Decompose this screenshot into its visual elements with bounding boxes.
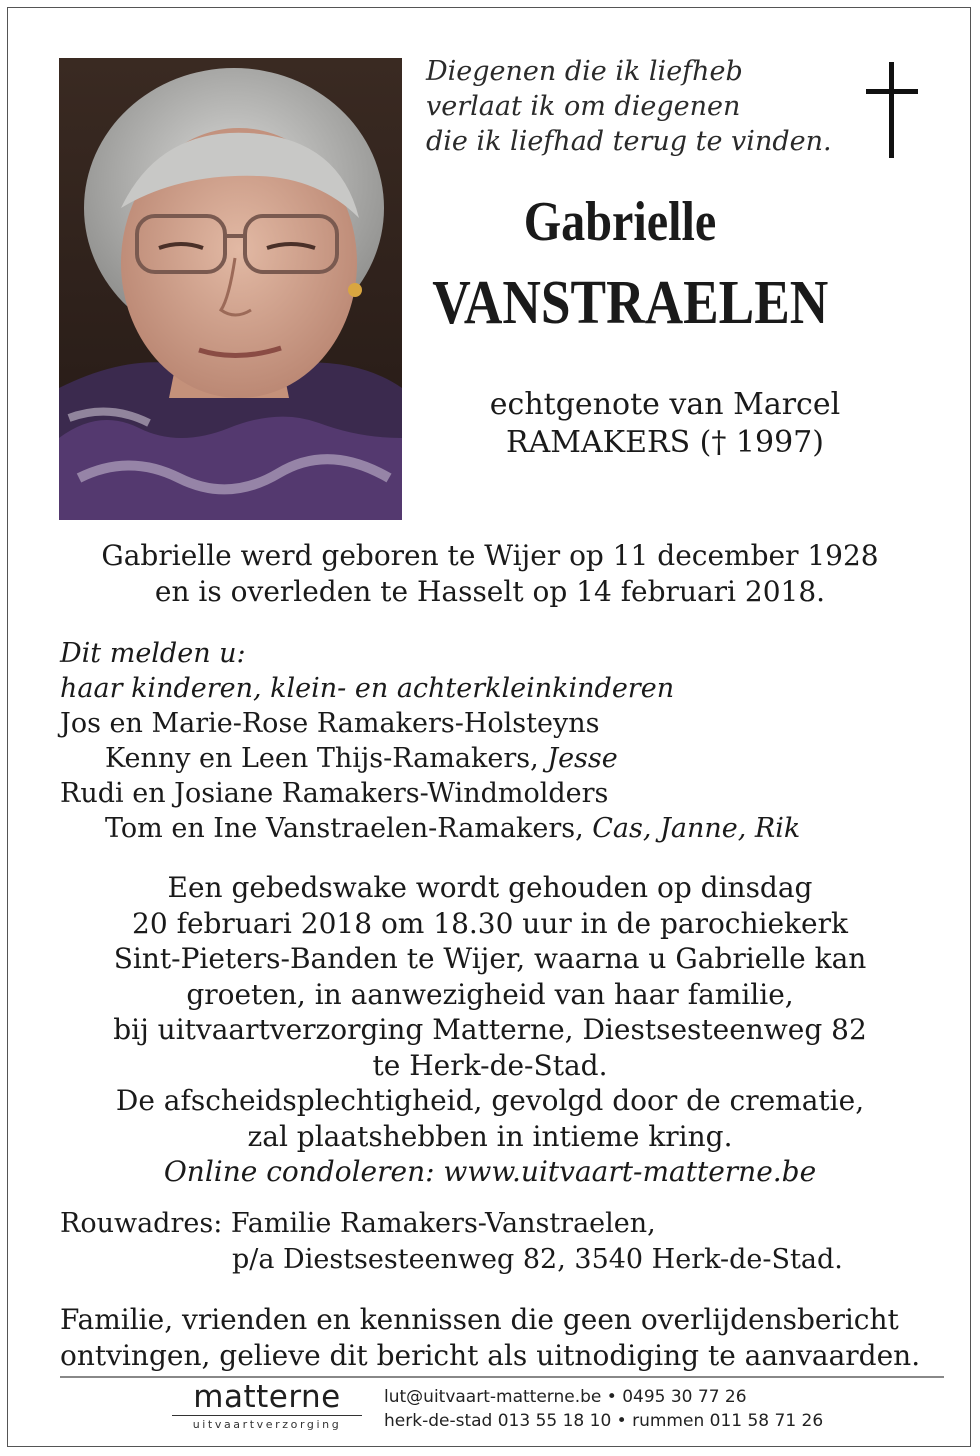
announcement bbox=[60, 636, 800, 846]
ceremony-line: bij uitvaartverzorging Matterne, Diestsesteenweg 82 bbox=[113, 1013, 867, 1046]
cross-icon bbox=[862, 62, 922, 158]
family-names: Rudi en Josiane Ramakers-Windmolders bbox=[60, 778, 609, 809]
family-line bbox=[60, 776, 800, 811]
ceremony-line: groeten, in aanwezigheid van haar familie, bbox=[186, 977, 794, 1011]
footer-note-line: Familie, vrienden en kennissen die geen overlijdensbericht bbox=[60, 1303, 899, 1336]
family-grandchildren: Cas, Janne, Rik bbox=[592, 813, 801, 844]
contact-info bbox=[384, 1385, 823, 1433]
address-line: p/a Diestsesteenweg 82, 3540 Herk-de-Stad. bbox=[232, 1244, 843, 1275]
ceremony-line: zal plaatshebben in intieme kring. bbox=[247, 1119, 733, 1153]
death-line: en is overleden te Hasselt op 14 februari 2018. bbox=[154, 575, 826, 608]
portrait-photo bbox=[59, 58, 402, 520]
family-grandchildren: Jesse bbox=[547, 743, 618, 774]
contact-line: lut@uitvaart-matterne.be • 0495 30 77 26 bbox=[384, 1387, 747, 1407]
spouse-info bbox=[440, 386, 890, 462]
birth-line: Gabrielle werd geboren te Wijer op 11 december 1928 bbox=[101, 539, 879, 572]
birth-death-info bbox=[40, 538, 940, 610]
verse bbox=[426, 54, 846, 159]
ceremony-line: De afscheidsplechtigheid, gevolgd door de crematie, bbox=[115, 1084, 865, 1117]
family-line bbox=[60, 811, 800, 846]
footer-note-line: ontvingen, gelieve dit bericht als uitnodiging te aanvaarden. bbox=[60, 1339, 921, 1372]
contact-line: herk-de-stad 013 55 18 10 • rummen 011 58 71 26 bbox=[384, 1411, 824, 1431]
logo-rule bbox=[172, 1415, 362, 1416]
verse-line: verlaat ik om diegenen bbox=[426, 91, 741, 122]
spouse-line: RAMAKERS († 1997) bbox=[506, 425, 824, 460]
first-name: Gabrielle bbox=[523, 191, 717, 253]
last-name: VANSTRAELEN bbox=[432, 269, 829, 337]
spouse-line: echtgenote van Marcel bbox=[489, 387, 841, 422]
footer-note bbox=[60, 1302, 920, 1374]
online-condolence: Online condoleren: www.uitvaart-matterne.be bbox=[163, 1155, 817, 1188]
ceremony-line: 20 februari 2018 om 18.30 uur in de parochiekerk bbox=[132, 906, 848, 940]
family-names: Kenny en Leen Thijs-Ramakers, bbox=[105, 743, 548, 774]
logo-tagline: uitvaartverzorging bbox=[192, 1418, 342, 1431]
verse-line: Diegenen die ik liefheb bbox=[426, 56, 743, 87]
announcement-intro: Dit melden u: bbox=[60, 638, 246, 669]
family-names: Tom en Ine Vanstraelen-Ramakers, bbox=[105, 813, 593, 844]
address-line: Rouwadres: Familie Ramakers-Vanstraelen, bbox=[60, 1208, 656, 1239]
matterne-logo bbox=[172, 1380, 362, 1431]
ceremony-line: te Herk-de-Stad. bbox=[372, 1048, 608, 1082]
logo-brand: matterne bbox=[193, 1379, 341, 1415]
ceremony-line: Een gebedswake wordt gehouden op dinsdag bbox=[167, 871, 813, 904]
family-names: Jos en Marie-Rose Ramakers-Holsteyns bbox=[60, 708, 600, 739]
divider bbox=[60, 1376, 944, 1378]
announcement-subtitle: haar kinderen, klein- en achterkleinkinderen bbox=[60, 673, 675, 704]
family-line bbox=[60, 741, 800, 776]
family-line bbox=[60, 706, 800, 741]
portrait-photo-icon bbox=[59, 58, 402, 520]
mourning-address bbox=[60, 1206, 843, 1278]
ceremony-info bbox=[40, 870, 940, 1190]
ceremony-line: Sint-Pieters-Banden te Wijer, waarna u Gabrielle kan bbox=[113, 942, 867, 975]
verse-line: die ik liefhad terug te vinden. bbox=[426, 126, 832, 157]
